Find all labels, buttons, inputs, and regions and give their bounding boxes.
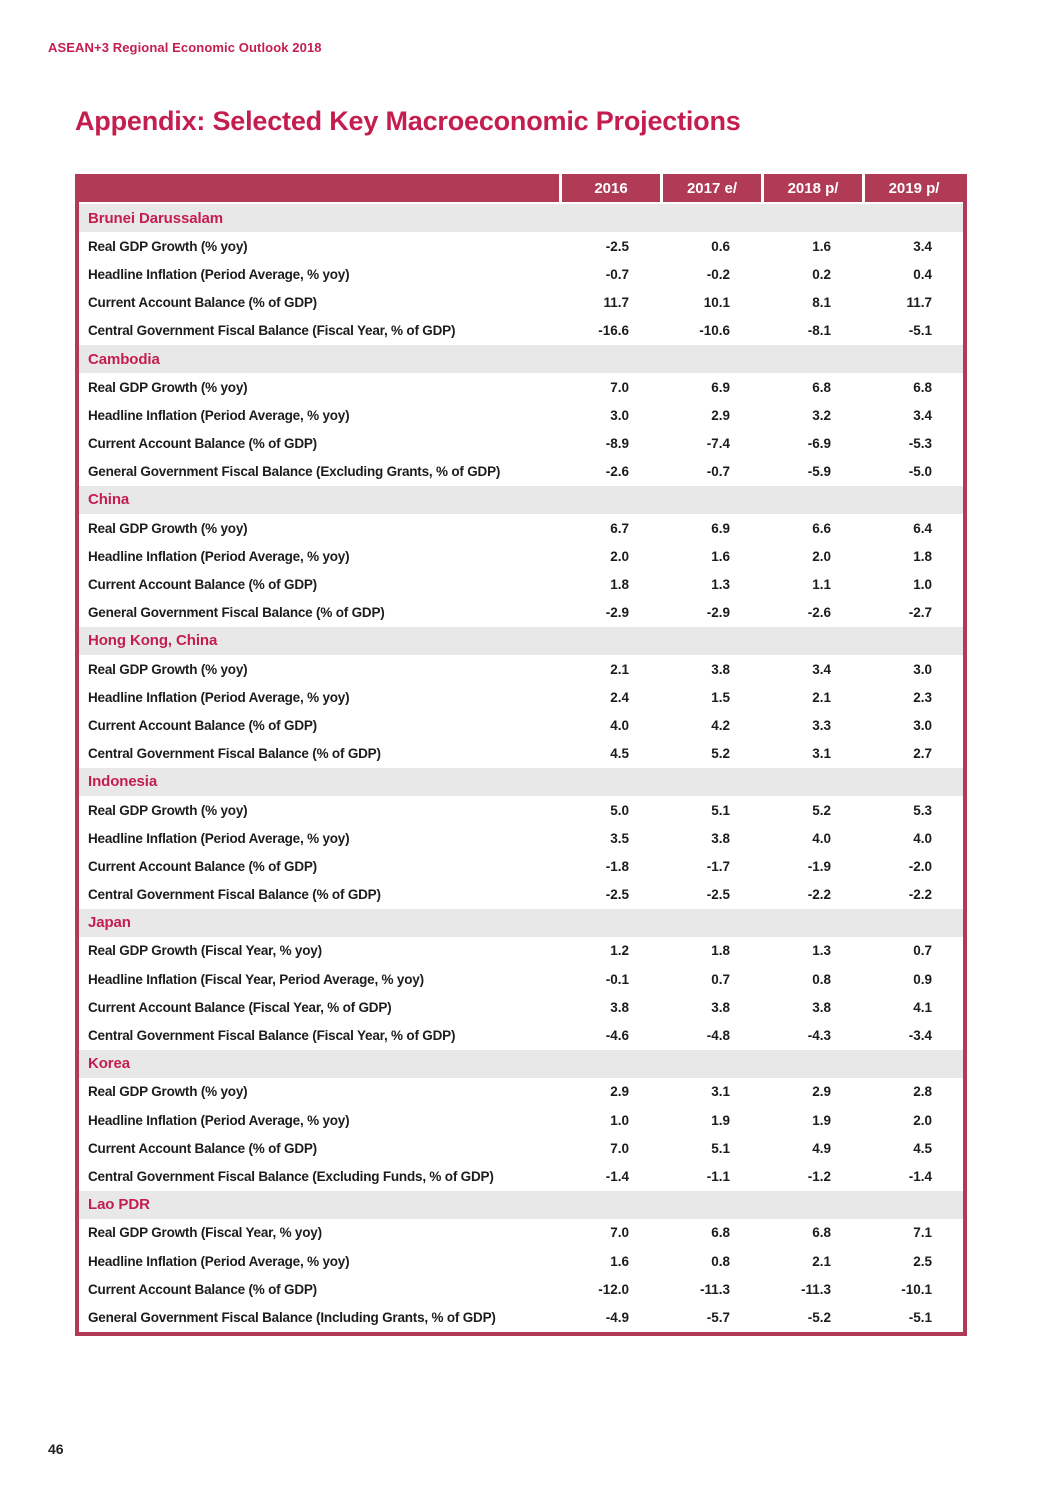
indicator-value: 6.8 xyxy=(812,379,831,395)
table-header-year-2019: 2019 p/ xyxy=(862,174,963,202)
indicator-row xyxy=(79,373,963,401)
country-section-row xyxy=(79,486,963,514)
indicator-value: 4.0 xyxy=(610,717,629,733)
indicator-value: -5.2 xyxy=(807,1309,831,1325)
indicator-value: 2.1 xyxy=(812,1253,831,1269)
indicator-value: 2.0 xyxy=(812,548,831,564)
indicator-value: 5.2 xyxy=(812,802,831,818)
indicator-value: 4.0 xyxy=(913,830,932,846)
indicator-label: Current Account Balance (% of GDP) xyxy=(88,1140,317,1156)
indicator-row xyxy=(79,1078,963,1106)
indicator-label: Real GDP Growth (% yoy) xyxy=(88,520,248,536)
indicator-value: 2.7 xyxy=(913,746,932,762)
indicator-value: 0.8 xyxy=(711,1253,730,1269)
indicator-value: 7.1 xyxy=(913,1225,932,1241)
table-header-year-2016: 2016 xyxy=(559,174,660,202)
indicator-value: 3.8 xyxy=(711,830,730,846)
indicator-value: 0.9 xyxy=(913,971,932,987)
table-body xyxy=(79,204,963,1332)
indicator-label: Current Account Balance (% of GDP) xyxy=(88,1281,317,1297)
indicator-value: 1.6 xyxy=(711,548,730,564)
indicator-value: 1.0 xyxy=(913,577,932,593)
indicator-value: 5.0 xyxy=(610,802,629,818)
indicator-value: -7.4 xyxy=(706,436,730,452)
indicator-value: -2.7 xyxy=(908,605,932,621)
indicator-value: 1.8 xyxy=(913,548,932,564)
indicator-value: 7.0 xyxy=(610,379,629,395)
indicator-label: Headline Inflation (Period Average, % yoy) xyxy=(88,1253,350,1269)
indicator-label: Real GDP Growth (% yoy) xyxy=(88,661,248,677)
indicator-value: 3.2 xyxy=(812,407,831,423)
indicator-value: -8.9 xyxy=(605,436,629,452)
indicator-value: -11.3 xyxy=(800,1281,831,1297)
indicator-value: 0.4 xyxy=(913,266,932,282)
indicator-label: Headline Inflation (Period Average, % yoy) xyxy=(88,407,350,423)
indicator-value: -1.2 xyxy=(807,1168,831,1184)
country-name: Indonesia xyxy=(88,773,158,791)
indicator-value: 3.1 xyxy=(812,746,831,762)
indicator-value: -10.6 xyxy=(699,323,730,339)
indicator-value: -12.0 xyxy=(598,1281,629,1297)
indicator-row xyxy=(79,1247,963,1275)
indicator-value: 2.0 xyxy=(610,548,629,564)
indicator-value: 1.8 xyxy=(610,577,629,593)
page-title: Appendix: Selected Key Macroeconomic Projections xyxy=(75,106,741,136)
indicator-value: 1.8 xyxy=(711,943,730,959)
indicator-value: -2.5 xyxy=(605,887,629,903)
table-header-label-cell xyxy=(79,174,559,202)
indicator-value: 3.3 xyxy=(812,717,831,733)
indicator-label: Central Government Fiscal Balance (Fiscal Year, % of GDP) xyxy=(88,323,456,339)
indicator-row xyxy=(79,824,963,852)
indicator-value: -5.1 xyxy=(908,1309,932,1325)
indicator-value: 5.3 xyxy=(913,802,932,818)
indicator-row xyxy=(79,260,963,288)
indicator-value: 2.9 xyxy=(610,1084,629,1100)
indicator-row xyxy=(79,796,963,824)
table-header-year-2018: 2018 p/ xyxy=(761,174,862,202)
indicator-label: Current Account Balance (% of GDP) xyxy=(88,295,317,311)
indicator-label: Central Government Fiscal Balance (% of GDP) xyxy=(88,746,381,762)
indicator-value: 3.0 xyxy=(610,407,629,423)
indicator-value: 5.1 xyxy=(711,802,730,818)
indicator-value: -2.6 xyxy=(605,464,629,480)
indicator-value: -2.2 xyxy=(908,887,932,903)
indicator-value: -0.1 xyxy=(605,971,629,987)
indicator-value: 4.0 xyxy=(812,830,831,846)
country-name: Hong Kong, China xyxy=(88,632,218,650)
indicator-label: Current Account Balance (Fiscal Year, % of GDP) xyxy=(88,999,392,1015)
indicator-row xyxy=(79,599,963,627)
indicator-value: 3.4 xyxy=(812,661,831,677)
indicator-label: General Government Fiscal Balance (Including Grants, % of GDP) xyxy=(88,1309,496,1325)
indicator-value: 4.1 xyxy=(913,999,932,1015)
indicator-row xyxy=(79,655,963,683)
indicator-row xyxy=(79,1106,963,1134)
indicator-label: Current Account Balance (% of GDP) xyxy=(88,858,317,874)
indicator-value: 4.5 xyxy=(913,1140,932,1156)
indicator-value: -11.3 xyxy=(699,1281,730,1297)
indicator-value: 3.8 xyxy=(711,999,730,1015)
indicator-value: 1.1 xyxy=(812,577,831,593)
indicator-value: -3.4 xyxy=(908,1028,932,1044)
indicator-value: -1.9 xyxy=(807,858,831,874)
indicator-value: 1.9 xyxy=(711,1112,730,1128)
country-name: Korea xyxy=(88,1055,131,1073)
indicator-row xyxy=(79,711,963,739)
indicator-value: -1.4 xyxy=(908,1168,932,1184)
indicator-row xyxy=(79,965,963,993)
indicator-value: -2.6 xyxy=(807,605,831,621)
indicator-value: 1.0 xyxy=(610,1112,629,1128)
indicator-row xyxy=(79,401,963,429)
indicator-row xyxy=(79,317,963,345)
country-name: China xyxy=(88,491,130,509)
indicator-value: -8.1 xyxy=(807,323,831,339)
indicator-row xyxy=(79,740,963,768)
indicator-label: Real GDP Growth (% yoy) xyxy=(88,379,248,395)
indicator-value: 2.5 xyxy=(913,1253,932,1269)
indicator-value: 2.8 xyxy=(913,1084,932,1100)
indicator-label: Headline Inflation (Fiscal Year, Period Average, % yoy) xyxy=(88,971,424,987)
indicator-value: 1.2 xyxy=(610,943,629,959)
indicator-value: 7.0 xyxy=(610,1225,629,1241)
indicator-row xyxy=(79,881,963,909)
indicator-value: 2.9 xyxy=(812,1084,831,1100)
indicator-value: 2.4 xyxy=(610,689,629,705)
country-section-row xyxy=(79,204,963,232)
indicator-value: 5.2 xyxy=(711,746,730,762)
indicator-row xyxy=(79,514,963,542)
indicator-value: 6.8 xyxy=(913,379,932,395)
indicator-value: 6.8 xyxy=(711,1225,730,1241)
indicator-value: 0.2 xyxy=(812,266,831,282)
indicator-value: 6.8 xyxy=(812,1225,831,1241)
indicator-label: Real GDP Growth (Fiscal Year, % yoy) xyxy=(88,1225,322,1241)
indicator-label: Central Government Fiscal Balance (Excluding Funds, % of GDP) xyxy=(88,1168,494,1184)
indicator-value: 0.8 xyxy=(812,971,831,987)
indicator-row xyxy=(79,1162,963,1190)
country-section-row xyxy=(79,1050,963,1078)
page-number: 46 xyxy=(48,1441,64,1457)
indicator-value: 7.0 xyxy=(610,1140,629,1156)
indicator-value: -5.7 xyxy=(706,1309,730,1325)
country-section-row xyxy=(79,909,963,937)
indicator-value: 3.5 xyxy=(610,830,629,846)
indicator-value: 4.2 xyxy=(711,717,730,733)
indicator-value: -4.9 xyxy=(605,1309,629,1325)
indicator-row xyxy=(79,993,963,1021)
indicator-label: Current Account Balance (% of GDP) xyxy=(88,577,317,593)
indicator-row xyxy=(79,458,963,486)
indicator-value: 1.9 xyxy=(812,1112,831,1128)
country-name: Cambodia xyxy=(88,350,160,368)
indicator-row xyxy=(79,542,963,570)
indicator-value: 3.8 xyxy=(711,661,730,677)
indicator-value: -4.3 xyxy=(807,1028,831,1044)
indicator-value: 2.3 xyxy=(913,689,932,705)
indicator-value: -1.7 xyxy=(706,858,730,874)
indicator-value: -2.5 xyxy=(605,238,629,254)
indicator-value: 1.3 xyxy=(812,943,831,959)
indicator-value: 3.4 xyxy=(913,238,932,254)
indicator-value: -5.3 xyxy=(908,436,932,452)
indicator-value: 1.6 xyxy=(812,238,831,254)
indicator-value: -5.0 xyxy=(908,464,932,480)
indicator-value: -1.4 xyxy=(605,1168,629,1184)
indicator-value: 2.0 xyxy=(913,1112,932,1128)
indicator-row xyxy=(79,683,963,711)
indicator-value: 3.1 xyxy=(711,1084,730,1100)
table-header-year-2017: 2017 e/ xyxy=(660,174,761,202)
indicator-label: Headline Inflation (Period Average, % yoy) xyxy=(88,689,350,705)
indicator-row xyxy=(79,430,963,458)
indicator-value: -2.5 xyxy=(706,887,730,903)
indicator-value: 3.0 xyxy=(913,661,932,677)
indicator-value: 2.9 xyxy=(711,407,730,423)
indicator-row xyxy=(79,1219,963,1247)
indicator-value: 1.5 xyxy=(711,689,730,705)
indicator-label: Central Government Fiscal Balance (Fiscal Year, % of GDP) xyxy=(88,1028,456,1044)
indicator-value: -0.7 xyxy=(706,464,730,480)
indicator-label: Headline Inflation (Period Average, % yoy) xyxy=(88,830,350,846)
indicator-value: 10.1 xyxy=(703,295,730,311)
indicator-label: Headline Inflation (Period Average, % yoy) xyxy=(88,1112,350,1128)
indicator-value: -0.2 xyxy=(706,266,730,282)
country-section-row xyxy=(79,627,963,655)
indicator-value: 0.7 xyxy=(913,943,932,959)
indicator-value: 1.3 xyxy=(711,577,730,593)
indicator-row xyxy=(79,1021,963,1049)
indicator-label: General Government Fiscal Balance (Excluding Grants, % of GDP) xyxy=(88,464,501,480)
indicator-value: 4.5 xyxy=(610,746,629,762)
indicator-label: Real GDP Growth (Fiscal Year, % yoy) xyxy=(88,943,322,959)
indicator-row xyxy=(79,232,963,260)
report-header-text: ASEAN+3 Regional Economic Outlook 2018 xyxy=(48,40,322,55)
indicator-row xyxy=(79,1134,963,1162)
indicator-value: 3.0 xyxy=(913,717,932,733)
indicator-label: Real GDP Growth (% yoy) xyxy=(88,238,248,254)
indicator-value: -6.9 xyxy=(807,436,831,452)
indicator-value: 1.6 xyxy=(610,1253,629,1269)
country-section-row xyxy=(79,345,963,373)
macro-projections-table xyxy=(75,174,967,1336)
indicator-value: -1.8 xyxy=(605,858,629,874)
indicator-value: 5.1 xyxy=(711,1140,730,1156)
indicator-value: 11.7 xyxy=(906,295,932,311)
indicator-value: -0.7 xyxy=(605,266,629,282)
indicator-row xyxy=(79,937,963,965)
indicator-value: 6.9 xyxy=(711,379,730,395)
indicator-label: Current Account Balance (% of GDP) xyxy=(88,717,317,733)
indicator-value: -2.0 xyxy=(908,858,932,874)
indicator-label: Central Government Fiscal Balance (% of GDP) xyxy=(88,887,381,903)
indicator-value: -2.9 xyxy=(706,605,730,621)
indicator-value: -2.2 xyxy=(807,887,831,903)
country-name: Japan xyxy=(88,914,131,932)
indicator-value: -16.6 xyxy=(598,323,629,339)
indicator-label: Headline Inflation (Period Average, % yoy) xyxy=(88,266,350,282)
indicator-value: -1.1 xyxy=(706,1168,730,1184)
indicator-label: Current Account Balance (% of GDP) xyxy=(88,436,317,452)
indicator-row xyxy=(79,852,963,880)
indicator-value: 0.6 xyxy=(711,238,730,254)
indicator-label: Real GDP Growth (% yoy) xyxy=(88,1084,248,1100)
indicator-value: -5.1 xyxy=(908,323,932,339)
indicator-value: 6.6 xyxy=(812,520,831,536)
indicator-label: Headline Inflation (Period Average, % yoy) xyxy=(88,548,350,564)
indicator-value: 4.9 xyxy=(812,1140,831,1156)
indicator-value: 3.8 xyxy=(610,999,629,1015)
indicator-value: 2.1 xyxy=(812,689,831,705)
indicator-value: 6.9 xyxy=(711,520,730,536)
indicator-label: Real GDP Growth (% yoy) xyxy=(88,802,248,818)
indicator-value: -5.9 xyxy=(807,464,831,480)
country-section-row xyxy=(79,768,963,796)
indicator-value: 3.8 xyxy=(812,999,831,1015)
indicator-row xyxy=(79,289,963,317)
indicator-value: 6.4 xyxy=(913,520,932,536)
indicator-value: -10.1 xyxy=(901,1281,932,1297)
country-name: Lao PDR xyxy=(88,1196,150,1214)
indicator-row xyxy=(79,570,963,598)
indicator-row xyxy=(79,1303,963,1331)
table-header-row xyxy=(79,174,963,204)
indicator-value: -4.8 xyxy=(706,1028,730,1044)
country-section-row xyxy=(79,1191,963,1219)
indicator-value: 0.7 xyxy=(711,971,730,987)
indicator-value: 6.7 xyxy=(610,520,629,536)
indicator-value: -4.6 xyxy=(605,1028,629,1044)
indicator-value: -2.9 xyxy=(605,605,629,621)
indicator-value: 2.1 xyxy=(610,661,629,677)
country-name: Brunei Darussalam xyxy=(88,209,224,227)
indicator-label: General Government Fiscal Balance (% of GDP) xyxy=(88,605,385,621)
indicator-value: 8.1 xyxy=(812,295,831,311)
indicator-value: 3.4 xyxy=(913,407,932,423)
indicator-row xyxy=(79,1275,963,1303)
indicator-value: 11.7 xyxy=(603,295,629,311)
